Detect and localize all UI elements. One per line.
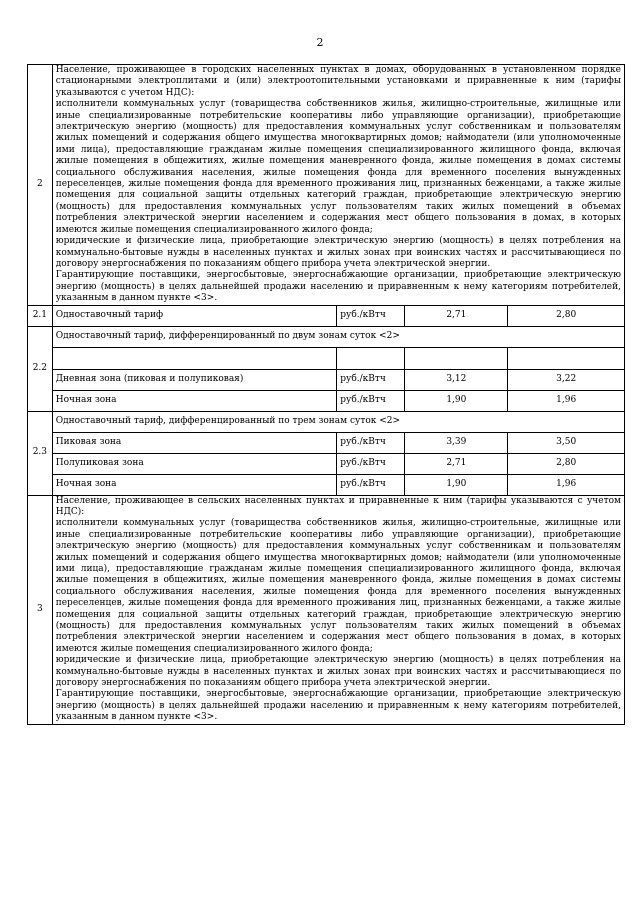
- tariff-value-1: 1,90: [405, 390, 508, 411]
- tariff-unit: руб./кВтч: [337, 305, 405, 326]
- row-number: 2.3: [28, 411, 53, 495]
- section-2-row: [28, 65, 625, 306]
- tariff-group-name: Одноставочный тариф, дифференцированный по трем зонам суток <2>: [52, 411, 624, 432]
- page-number: 2: [316, 36, 324, 49]
- tariff-name: Дневная зона (пиковая и полупиковая): [52, 369, 337, 390]
- row-number: 2.2: [28, 326, 53, 411]
- tariff-value-2: 2,80: [508, 305, 625, 326]
- section-3-para-1: Население, проживающее в сельских населенных пунктах и приравненные к ним (тарифы указываются с учетом НДС):: [55, 495, 621, 517]
- tariff-value-1: 1,90: [405, 474, 508, 495]
- tariff-table: [27, 64, 625, 725]
- tariff-unit: руб./кВтч: [337, 369, 405, 390]
- tariff-value-2: 1,96: [508, 474, 625, 495]
- tariff-value-2: 3,22: [508, 369, 625, 390]
- table-row: [28, 432, 625, 453]
- section-3-description: [52, 495, 624, 724]
- table-row: [28, 453, 625, 474]
- tariff-name: Ночная зона: [52, 390, 337, 411]
- tariff-unit: руб./кВтч: [337, 474, 405, 495]
- tariff-name: Одноставочный тариф: [52, 305, 337, 326]
- table-row: [28, 305, 625, 326]
- tariff-group-name: Одноставочный тариф, дифференцированный по двум зонам суток <2>: [52, 326, 624, 347]
- tariff-name: Пиковая зона: [52, 432, 337, 453]
- section-2-para-1: Население, проживающее в городских населенных пунктах в домах, оборудованных в установленном порядке стационарными электроплитами и (или) электроотопительными установками и приравненные к ним (тарифы указываются с учетом НДС):: [55, 65, 621, 98]
- section-3-number: 3: [28, 495, 53, 724]
- section-2-para-2: исполнители коммунальных услуг (товарищества собственников жилья, жилищно-строительные, жилищные или иные специализированные потребительские кооперативы либо управляющие организации), приобретающие электрическую энергию (мощность) для предоставления коммунальных услуг собственникам и пользователям жилых помещений и содержания общего имущества многоквартирных домов; наймодатели (или уполномоченные ими лица), предоставляющие гражданам жилые помещения специализированного жилищного фонда, включая жилые помещения в общежитиях, жилые помещения маневренного фонда, жилые помещения в домах системы социального обслуживания населения, жилые помещения фонда для временного поселения вынужденных переселенцев, жилые помещения фонда для временного проживания лиц, признанных беженцами, а также жилые помещения для социальной защиты отдельных категорий граждан, приобретающие электрическую энергию (мощность) для предоставления коммунальных услуг пользователям таких жилых помещений в объемах потребления электрической энергии населением и содержания мест общего пользования в домах, в которых имеются жилые помещения специализированного жилого фонда;: [55, 99, 621, 235]
- section-3-para-2: исполнители коммунальных услуг (товарищества собственников жилья, жилищно-строительные, жилищные или иные специализированные потребительские кооперативы либо управляющие организации), приобретающие электрическую энергию (мощность) для предоставления коммунальных услуг собственникам и пользователям жилых помещений и содержания общего имущества многоквартирных домов; наймодатели (или уполномоченные ими лица), предоставляющие гражданам жилые помещения специализированного жилищного фонда, включая жилые помещения в общежитиях, жилые помещения маневренного фонда, жилые помещения в домах системы социального обслуживания населения, жилые помещения фонда для временного поселения вынужденных переселенцев, жилые помещения фонда для временного проживания лиц, признанных беженцами, а также жилые помещения для социальной защиты отдельных категорий граждан, приобретающие электрическую энергию (мощность) для предоставления коммунальных услуг пользователям таких жилых помещений в объемах потребления электрической энергии населением и содержания мест общего пользования в домах, в которых имеются жилые помещения специализированного жилого фонда;: [55, 518, 621, 654]
- tariff-value-2: 1,96: [508, 390, 625, 411]
- tariff-value-1: 3,39: [405, 432, 508, 453]
- section-2-number: 2: [28, 65, 53, 306]
- tariff-value-1: 2,71: [405, 305, 508, 326]
- row-number: 2.1: [28, 305, 53, 326]
- tariff-value-1: 3,12: [405, 369, 508, 390]
- section-3-row: [28, 495, 625, 724]
- tariff-name: Ночная зона: [52, 474, 337, 495]
- section-2-para-4: Гарантирующие поставщики, энергосбытовые, энергоснабжающие организации, приобретающие электрическую энергию (мощность) в целях дальнейшей продажи населению и приравненным к нему категориям потребителей, указанным в данном пункте <3>.: [55, 270, 621, 304]
- table-row: [28, 474, 625, 495]
- section-2-para-3: юридические и физические лица, приобретающие электрическую энергию (мощность) в целях потребления на коммунально-бытовые нужды в населенных пунктах и жилых зонах при воинских частях и рассчитывающиеся по договору энергоснабжения по показаниям общего прибора учета электрической энергии.: [55, 236, 621, 269]
- tariff-value-2: 2,80: [508, 453, 625, 474]
- tariff-unit: руб./кВтч: [337, 453, 405, 474]
- tariff-unit: руб./кВтч: [337, 432, 405, 453]
- tariff-name: Полупиковая зона: [52, 453, 337, 474]
- section-3-para-3: юридические и физические лица, приобретающие электрическую энергию (мощность) в целях потребления на коммунально-бытовые нужды в населенных пунктах и жилых зонах при воинских частях и рассчитывающиеся по договору энергоснабжения по показаниям общего прибора учета электрической энергии.: [55, 655, 621, 689]
- table-row-header: [28, 326, 625, 347]
- tariff-value-1: 2,71: [405, 453, 508, 474]
- tariff-value-2: 3,50: [508, 432, 625, 453]
- table-row: [28, 369, 625, 390]
- table-row: [28, 390, 625, 411]
- tariff-unit: руб./кВтч: [337, 390, 405, 411]
- table-row-spacer: [28, 347, 625, 369]
- section-2-description: [52, 65, 624, 306]
- section-3-para-4: Гарантирующие поставщики, энергосбытовые, энергоснабжающие организации, приобретающие электрическую энергию (мощность) в целях дальнейшей продажи населению и приравненным к нему категориям потребителей, указанным в данном пункте <3>.: [55, 689, 621, 723]
- table-row-header: [28, 411, 625, 432]
